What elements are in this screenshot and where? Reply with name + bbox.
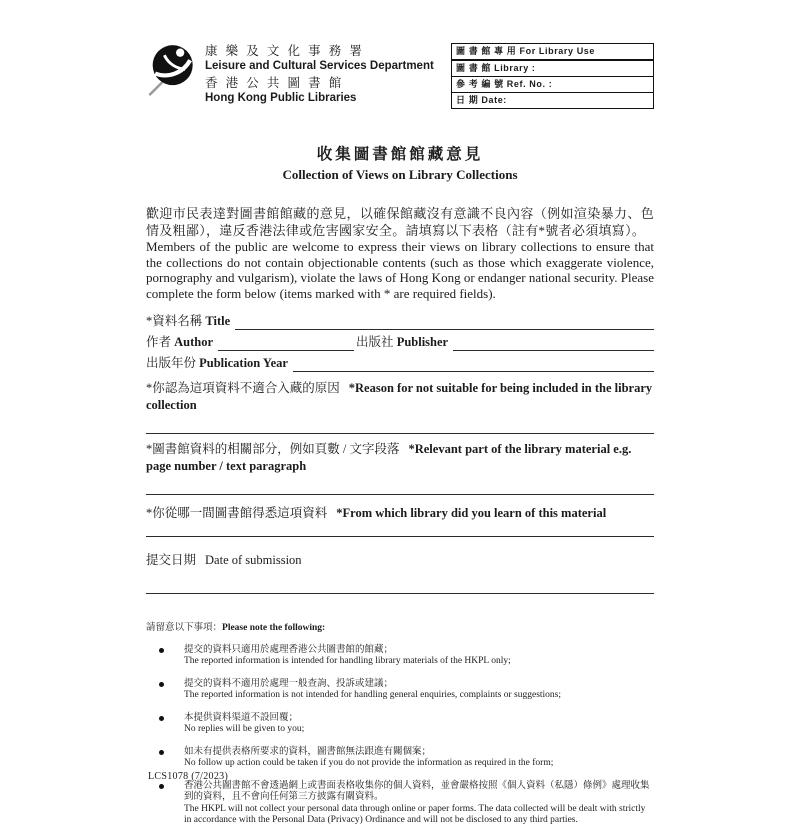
note-text-zh: 香港公共圖書館不會透過網上或書面表格收集你的個人資料，並會嚴格按照《個人資料（私隱）條例》處理收集到的資料，且不會向任何第三方披露有關資料。: [184, 780, 650, 802]
brand-text: [205, 42, 434, 108]
intro-paragraph-en: Members of the public are welcome to express their views on library collections to ensure that the collections do not contain objectionable contents (such as those which exaggerate violence, pornography and vulgarism), violate the laws of Hong Kong or endanger national security. Please complete the form below (items marked with * are required fields).: [146, 239, 654, 301]
form-title-block: [146, 142, 654, 183]
relevant-part-field: [146, 441, 654, 495]
reason-field: [146, 380, 654, 434]
dept-name-en: Leisure and Cultural Services Department: [205, 60, 434, 72]
submission-date-field: [146, 552, 654, 594]
author-input-line[interactable]: [218, 335, 354, 351]
org-name-en: Hong Kong Public Libraries: [205, 92, 357, 104]
table-row-ref-no: 參 考 編 號 Ref. No. :: [452, 76, 653, 92]
author-field-label: 作者 Author: [146, 335, 214, 349]
letterhead: [146, 42, 654, 109]
notes-list: [146, 645, 654, 827]
author-publisher-row: [146, 334, 654, 351]
note-text-zh: 提交的資料只適用於處理香港公共圖書館的館藏；: [184, 644, 394, 655]
note-item: [146, 645, 654, 668]
page-title-zh: 收集圖書館館藏意見: [316, 146, 484, 163]
notes-section: [146, 623, 654, 827]
source-library-input-line[interactable]: [146, 536, 654, 537]
note-text-en: The HKPL will not collect your personal data through online or paper forms. The data collected will be dealt with strictly in accordance with the Personal Data (Privacy) Ordinance and will not be disclosed to any third parties.: [184, 803, 646, 825]
note-item: [146, 713, 654, 736]
title-input-line[interactable]: [235, 314, 654, 330]
note-item: [146, 679, 654, 702]
note-item: [146, 781, 654, 827]
notes-heading: 請留意以下事項：Please note the following:: [146, 623, 326, 633]
source-library-field: [146, 505, 654, 537]
table-row-header: 圖 書 館 專 用 For Library Use: [452, 44, 653, 60]
note-text-zh: 提交的資料不適用於處理一般查詢、投訴或建議；: [184, 678, 394, 689]
intro-paragraph-zh: 歡迎市民表達對圖書館館藏的意見，以確保館藏沒有意識不良內容（例如渲染暴力、色情及粗鄙），違反香港法律或危害國家安全。請填寫以下表格（註有*號者必須填寫）。: [146, 206, 654, 238]
form-code: LCS1078 (7/2023): [148, 771, 229, 782]
source-library-label: *你從哪一間圖書館得悉這項資料 *From which library did you learn of this material: [146, 506, 607, 520]
bullet-dot-icon: [159, 784, 164, 789]
title-field-label: *資料名稱 Title: [146, 314, 231, 328]
publisher-input-line[interactable]: [453, 335, 654, 351]
lcsd-logo-icon: [146, 42, 196, 100]
dept-name-zh: 康 樂 及 文 化 事 務 署: [205, 44, 365, 58]
publication-year-input-line[interactable]: [293, 356, 654, 372]
publication-year-label: 出版年份 Publication Year: [146, 356, 288, 370]
note-text-zh: 本提供資料渠道不設回覆；: [184, 712, 299, 723]
for-library-use-table: [451, 43, 654, 109]
submission-date-label: 提交日期 Date of submission: [146, 553, 302, 567]
bullet-dot-icon: [159, 648, 164, 653]
note-item: [146, 747, 654, 770]
bullet-dot-icon: [159, 682, 164, 687]
lcsd-brand: [146, 42, 434, 108]
note-text-en: No replies will be given to you;: [184, 724, 305, 734]
org-name-zh: 香 港 公 共 圖 書 館: [205, 76, 344, 90]
table-row-date: 日 期 Date:: [452, 92, 653, 108]
collection-views-form: [146, 313, 654, 594]
reason-input-line[interactable]: [146, 433, 654, 434]
intro-paragraphs: [146, 206, 654, 301]
note-text-en: No follow up action could be taken if you do not provide the information as required in the form;: [184, 758, 554, 768]
title-field-row: [146, 313, 654, 330]
note-text-en: The reported information is intended for handling library materials of the HKPL only;: [184, 656, 511, 666]
publication-year-row: [146, 355, 654, 372]
bullet-dot-icon: [159, 716, 164, 721]
bullet-dot-icon: [159, 750, 164, 755]
page-title-en: Collection of Views on Library Collections: [282, 167, 518, 182]
relevant-part-label: *圖書館資料的相關部分，例如頁數 / 文字段落 *Relevant part of the library material e.g. page number / text paragraph: [146, 442, 632, 473]
relevant-part-input-line[interactable]: [146, 494, 654, 495]
note-text-zh: 如未有提供表格所要求的資料，圖書館無法跟進有關個案；: [184, 746, 432, 757]
note-text-en: The reported information is not intended for handling general enquiries, complaints or suggestions;: [184, 690, 562, 700]
submission-date-input-line[interactable]: [146, 593, 654, 594]
reason-field-label: *你認為這項資料不適合入藏的原因 *Reason for not suitable for being included in the library collection: [146, 381, 653, 412]
table-row-library: 圖 書 館 Library :: [452, 60, 653, 76]
publisher-field-label: 出版社 Publisher: [356, 335, 449, 349]
